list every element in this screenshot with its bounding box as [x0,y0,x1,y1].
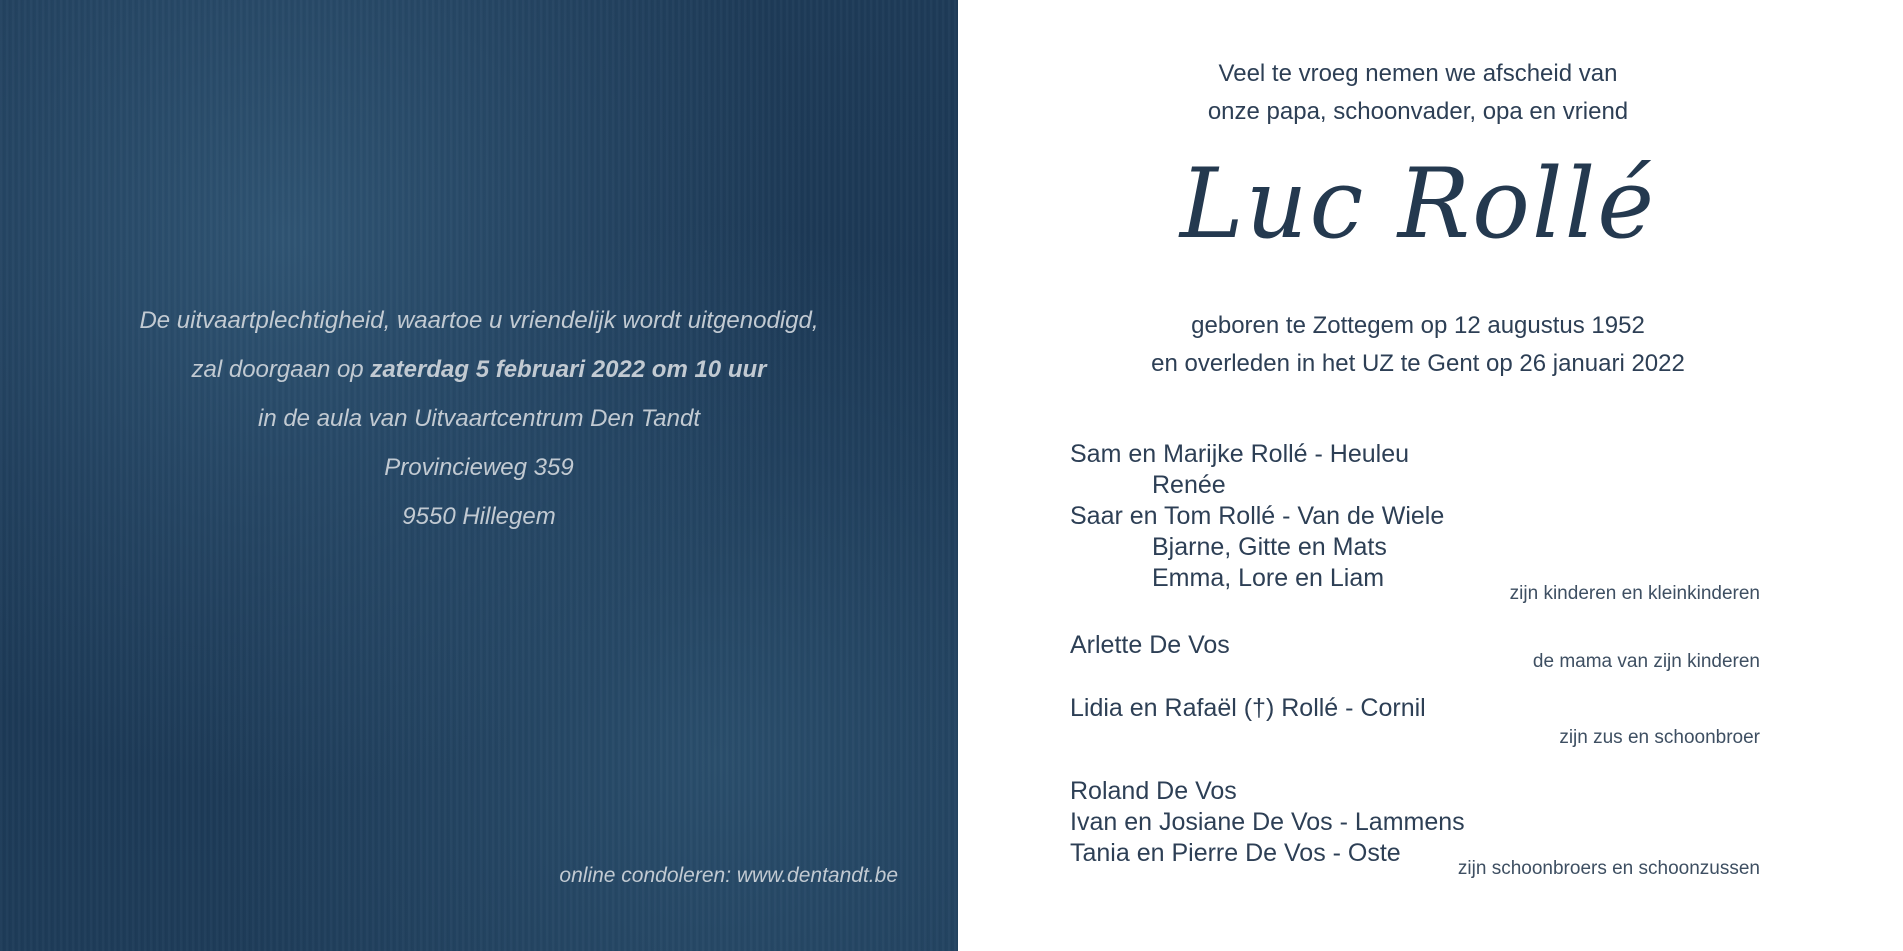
relation-label: zijn schoonbroers en schoonzussen [1457,858,1760,879]
ceremony-date: zaterdag 5 februari 2022 om 10 uur [370,356,767,383]
relation-label: de mama van zijn kinderen [1532,651,1760,672]
invite-line-4: Provincieweg 359 [384,454,574,481]
invite-line-2 [0,345,958,394]
intro-line-2: onze papa, schoonvader, opa en vriend [1207,98,1629,125]
family-line: Roland De Vos [1070,777,1237,805]
family-group-children [1070,439,1760,604]
family-line: Renée [1152,471,1226,499]
family-group-sister [1070,693,1760,748]
family-line: Emma, Lore en Liam [1152,564,1385,592]
life-dates [958,307,1878,383]
relation-label: zijn zus en schoonbroer [1559,727,1760,748]
right-panel [958,0,1903,951]
family-group-mother [1070,630,1760,672]
birth-line: geboren te Zottegem op 12 augustus 1952 [1191,312,1645,339]
invite-line-2-prefix: zal doorgaan op [191,356,371,383]
intro-line-1: Veel te vroeg nemen we afscheid van [1218,60,1618,87]
family-line: Arlette De Vos [1070,631,1230,659]
invite-line-3: in de aula van Uitvaartcentrum Den Tandt [257,405,701,432]
family-line: Bjarne, Gitte en Mats [1152,533,1387,561]
family-line: Tania en Pierre De Vos - Oste [1070,839,1401,867]
invite-line-1: De uitvaartplechtigheid, waartoe u vriendelijk wordt uitgenodigd, [139,307,819,334]
family-group-in-laws [1070,776,1760,879]
death-line: en overleden in het UZ te Gent op 26 januari 2022 [1151,350,1685,377]
family-line: Saar en Tom Rollé - Van de Wiele [1070,502,1445,530]
intro-text [958,55,1878,131]
family-line: Lidia en Rafaël (†) Rollé - Cornil [1070,694,1426,722]
invite-line-5: 9550 Hillegem [402,503,556,530]
family-line: Ivan en Josiane De Vos - Lammens [1070,808,1465,836]
family-line: Sam en Marijke Rollé - Heuleu [1070,440,1410,468]
online-condolence-text: online condoleren: www.dentandt.be [559,864,898,887]
deceased-name: Luc Rollé [1179,148,1657,260]
ceremony-invitation [0,296,958,541]
relation-label: zijn kinderen en kleinkinderen [1509,583,1760,604]
